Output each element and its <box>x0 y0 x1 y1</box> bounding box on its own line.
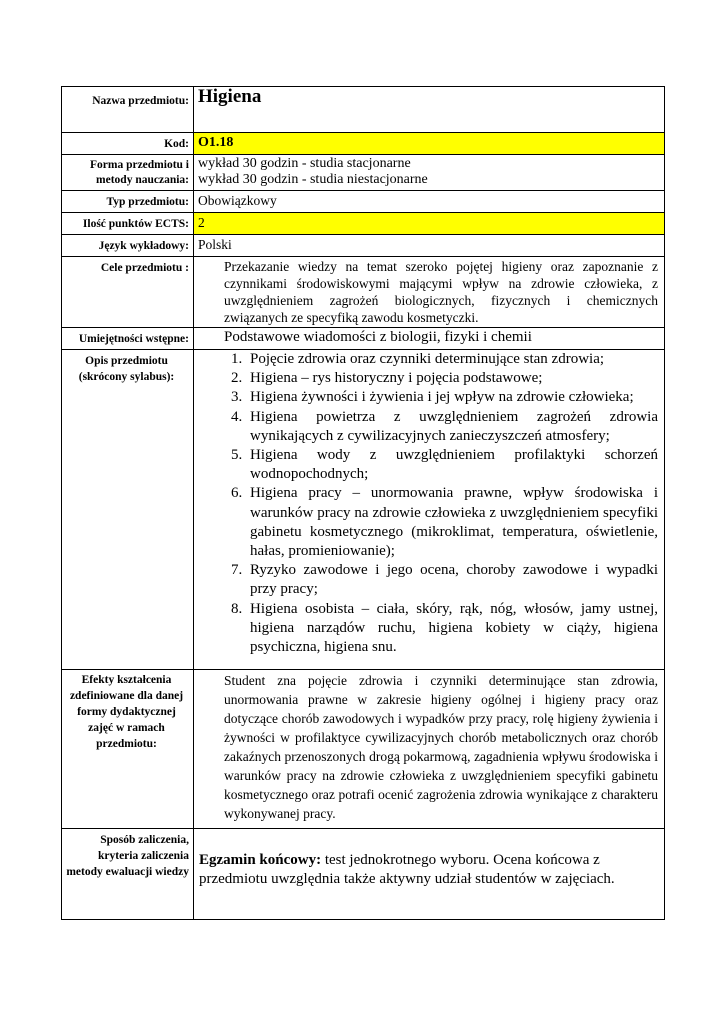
label-cele: Cele przedmiotu : <box>62 257 194 328</box>
syllabus-item: 5. Higiena wody z uwzględnieniem profilaktyki schorzeń wodnopochodnych; <box>246 446 658 484</box>
teaching-form <box>194 155 665 191</box>
row-opis <box>62 350 665 670</box>
syllabus-item: 4. Higiena powietrza z uwzględnieniem zagrożeń zdrowia wynikających z cywilizacyjnych zanieczyszczeń atmosfery; <box>246 408 658 446</box>
prerequisites: Podstawowe wiadomości z biologii, fizyki i chemii <box>194 328 665 350</box>
row-ects <box>62 213 665 235</box>
syllabus-item: 2. Higiena – rys historyczny i pojęcia podstawowe; <box>246 369 658 388</box>
teaching-form-line1: wykład 30 godzin - studia stacjonarne <box>198 156 411 171</box>
label-nazwa: Nazwa przedmiotu: <box>62 87 194 133</box>
teaching-form-line2: wykład 30 godzin - studia niestacjonarne <box>198 172 428 187</box>
assessment-type: Egzamin końcowy: <box>199 852 322 868</box>
syllabus-list <box>198 350 658 657</box>
row-forma <box>62 155 665 191</box>
row-efekty <box>62 670 665 829</box>
language: Polski <box>194 235 665 257</box>
row-cele <box>62 257 665 328</box>
ects-points: 2 <box>194 213 665 235</box>
row-typ <box>62 191 665 213</box>
label-ects: Ilość punktów ECTS: <box>62 213 194 235</box>
syllabus-item: 8. Higiena osobista – ciała, skóry, rąk, nóg, włosów, jamy ustnej, higiena narządów ruchu, higiena kobiety w ciąży, higiena psychiczna, higiena snu. <box>246 600 658 658</box>
label-typ: Typ przedmiotu: <box>62 191 194 213</box>
label-umiejetnosci: Umiejętności wstępne: <box>62 328 194 350</box>
assessment <box>194 829 665 920</box>
label-sposob: Sposób zaliczenia, kryteria zaliczenia metody ewaluacji wiedzy <box>62 829 194 920</box>
course-card <box>61 86 665 920</box>
course-type: Obowiązkowy <box>194 191 665 213</box>
label-jezyk: Język wykładowy: <box>62 235 194 257</box>
row-jezyk <box>62 235 665 257</box>
row-nazwa <box>62 87 665 133</box>
learning-outcomes: Student zna pojęcie zdrowia i czynniki determinujące stan zdrowia, unormowania prawne w zakresie higieny ogólnej i higieny pracy oraz dotyczące chorób zawodowych i wypadków przy pracy, rolę higieny żywienia i żywności w profilaktyce cywilizacyjnych chorób metabolicznych oraz chorób zakaźnych przenoszonych drogą pokarmową, zagadnienia wpływu środowiska i warunków pracy na zdrowie człowieka z uwzględnieniem specyfiki gabinetu kosmetycznego oraz potrafi ocenić zagrożenia zdrowia wynikające z charakteru wykonywanej pracy. <box>194 670 665 829</box>
syllabus-item: 1. Pojęcie zdrowia oraz czynniki determinujące stan zdrowia; <box>246 350 658 369</box>
assessment-description: test jednokrotnego wyboru. Ocena końcowa z przedmiotu uwzględnia także aktywny udział studentów w zajęciach. <box>199 852 615 887</box>
syllabus-item: 7. Ryzyko zawodowe i jego ocena, choroby zawodowe i wypadki przy pracy; <box>246 561 658 599</box>
label-opis: Opis przedmiotu (skrócony sylabus): <box>62 350 194 670</box>
course-code: O1.18 <box>194 133 665 155</box>
syllabus-item: 6. Higiena pracy – unormowania prawne, wpływ środowiska i warunków pracy na zdrowie człowieka z uwzględnieniem specyfiki gabinetu kosmetycznego (mikroklimat, temperatura, oświetlenie, hałas, promieniowanie); <box>246 484 658 561</box>
row-umiejetnosci <box>62 328 665 350</box>
row-kod <box>62 133 665 155</box>
label-efekty: Efekty kształcenia zdefiniowane dla danej formy dydaktycznej zajęć w ramach przedmiotu: <box>62 670 194 829</box>
syllabus-item: 3. Higiena żywności i żywienia i jej wpływ na zdrowie człowieka; <box>246 388 658 407</box>
course-title: Higiena <box>194 87 665 133</box>
label-forma: Forma przedmiotu i metody nauczania: <box>62 155 194 191</box>
syllabus <box>194 350 665 670</box>
course-goals: Przekazanie wiedzy na temat szeroko pojętej higieny oraz zapoznanie z czynnikami środowiskowymi mającymi wpływ na zdrowie człowieka, z uwzględnieniem zagrożeń biologicznych, fizycznych i chemicznych związanych ze specyfiką zawodu kosmetyczki. <box>194 257 665 328</box>
row-sposob <box>62 829 665 920</box>
label-kod: Kod: <box>62 133 194 155</box>
